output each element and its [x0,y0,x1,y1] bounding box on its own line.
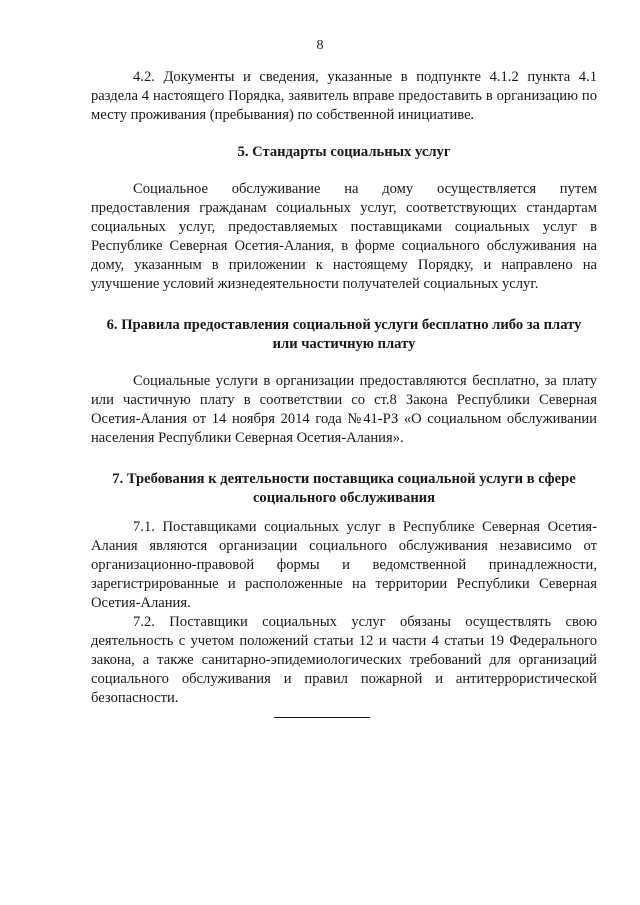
section-5-paragraph: Социальное обслуживание на дому осуществляется путем предоставления гражданам социальных услуг, соответствующих стандартам социальных услуг, предоставляемых поставщиками социальных услуг в Республике Северная Осетия-Алания, в форме социального обслуживания на дому, указанным в приложении к настоящему Порядку, и направлено на улучшение условий жизнедеятельности получателей социальных услуг. [91,181,597,292]
section-5-heading: 5. Стандарты социальных услуг [237,144,451,160]
page-number: 8 [316,38,324,53]
paragraph-4-2: 4.2. Документы и сведения, указанные в подпункте 4.1.2 пункта 4.1 раздела 4 настоящего Порядка, заявитель вправе предоставить в организацию по месту проживания (пребывания) по собственной инициативе. [91,69,597,123]
end-divider-line [274,717,370,718]
paragraph-7-2: 7.2. Поставщики социальных услуг обязаны осуществлять свою деятельность с учетом положений статьи 12 и части 4 статьи 19 Федерального закона, а также санитарно-эпидемиологических требований для организаций социального обслуживания и правил пожарной и антитеррористической безопасности. [91,614,597,706]
section-6-paragraph: Социальные услуги в организации предоставляются бесплатно, за плату или частичную плату в соответствии со ст.8 Закона Республики Северная Осетия-Алания от 14 ноября 2014 года №41-РЗ «О социальном обслуживании населения Республики Северная Осетия-Алания». [91,373,597,446]
paragraph-7-1: 7.1. Поставщиками социальных услуг в Республике Северная Осетия-Алания являются организации социального обслуживания независимо от организационно-правовой формы и ведомственной принадлежности, зарегистрированные и расположенные на территории Республики Северная Осетия-Алания. [91,519,597,611]
document-body [91,68,597,708]
section-7-heading: 7. Требования к деятельности поставщика социальной услуги в сфере социального обслуживания [112,471,576,506]
section-6-heading: 6. Правила предоставления социальной услуги бесплатно либо за плату или частичную плату [106,317,582,352]
